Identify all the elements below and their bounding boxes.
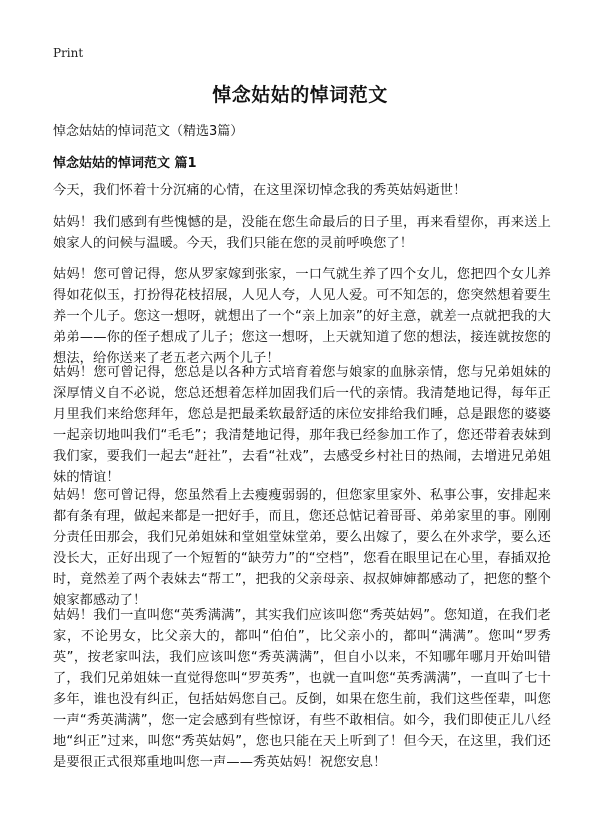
section-heading: 悼念姑姑的悼词范文 篇1 [53, 156, 197, 171]
paragraph: 姑妈！您可曾记得，您虽然看上去瘦瘦弱弱的，但您家里家外、私事公事，安排起来都有条有理，做起来都是一把好手，而且，您还总惦记着哥哥、弟弟家里的事。刚刚分责任田那会，我们兄弟姐妹和堂姐堂妹堂弟，要么出嫁了，要么在外求学，要么还没长大，正好出现了一个短暂的“缺劳力”的“空档”，您看在眼里记在心里，春插双抢时，竟然差了两个表妹去“帮工”，把我的父亲母亲、叔叔婶婶都感动了，把您的整个娘家都感动了！ [53, 488, 551, 608]
paragraph: 姑妈！我们一直叫您“英秀满满”，其实我们应该叫您“秀英姑妈”。您知道，在我们老家，不论男女，比父亲大的，都叫“伯伯”，比父亲小的，都叫“满满”。您叫“罗秀英”，按老家叫法，我们应该叫您“秀英满满”，但自小以来，不知哪年哪月开始叫错了，我们兄弟姐妹一直觉得您叫“罗英秀”，也就一直叫您“英秀满满”，一直叫了七十多年，谁也没有纠正，包括姑妈您自己。反倒，如果在您生前，我们这些侄辈，叫您一声“秀英满满”，您一定会感到有些惊讶，有些不敢相信。如今，我们即使正儿八经地“纠正”过来，叫您“秀英姑妈”，您也只能在天上听到了！但今天，在这里，我们还是要很正式很郑重地叫您一声——秀英姑妈！祝您安息！ [53, 608, 551, 770]
print-link[interactable]: Print [53, 46, 84, 60]
document-subtitle: 悼念姑姑的悼词范文（精选3篇） [53, 124, 244, 139]
paragraph: 姑妈！我们感到有些愧憾的是，没能在您生命最后的日子里，再来看望你，再来送上娘家人的问候与温暖。今天，我们只能在您的灵前呼唤您了！ [53, 215, 551, 251]
paragraph: 姑妈！您可曾记得，您从罗家嫁到张家，一口气就生养了四个女儿，您把四个女儿养得如花似玉，打扮得花枝招展，人见人夸，人见人爱。可不知怎的，您突然想着要生养一个儿子。您这一想呀，就想出了一个“亲上加亲”的好主意，就差一点就把我的大弟弟——你的侄子想成了儿子；您这一想呀，上天就知道了您的想法，接连就按您的想法，给你送来了老五老六两个儿子！ [53, 267, 551, 366]
paragraph: 今天，我们怀着十分沉痛的心情，在这里深切悼念我的秀英姑妈逝世！ [53, 183, 467, 198]
document-title: 悼念姑姑的悼词范文 [212, 84, 388, 106]
paragraph: 姑妈！您可曾记得，您总是以各种方式培育着您与娘家的血脉亲情，您与兄弟姐妹的深厚情义自不必说，您总还想着怎样加固我们后一代的亲情。我清楚地记得，每年正月里我们来给您拜年，您总是把最柔软最舒适的床位安排给我们睡，总是跟您的婆婆一起亲切地叫我们“毛毛”；我清楚地记得，那年我已经参加工作了，您还带着表妹到我们家，要我们一起去“赶社”，去看“社戏”，去感受乡村社日的热闹，去增进兄弟姐妹的情谊！ [53, 365, 551, 485]
